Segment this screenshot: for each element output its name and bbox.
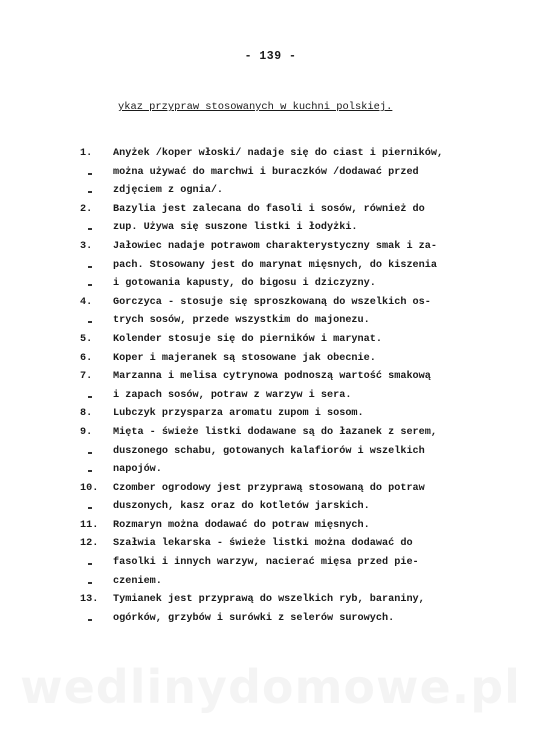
entry-line xyxy=(0,461,541,480)
list-item xyxy=(0,424,541,480)
entry-line xyxy=(0,182,541,201)
list-item xyxy=(0,517,541,536)
entry-text: Rozmaryn można dodawać do potraw mięsnych. xyxy=(113,519,370,531)
spice-list xyxy=(0,145,541,628)
entry-text: Mięta - świeże listki dodawane są do łazanek z serem, xyxy=(113,426,438,438)
entry-number: 13. xyxy=(80,594,99,606)
watermark xyxy=(0,660,541,714)
entry-line xyxy=(0,517,541,536)
list-item xyxy=(0,480,541,517)
entry-number: 3. xyxy=(80,240,93,252)
entry-line xyxy=(0,257,541,276)
entry-line xyxy=(0,591,541,610)
entry-number: 11. xyxy=(80,519,99,531)
entry-text: Bazylia jest zalecana do fasoli i sosów, również do xyxy=(113,203,425,215)
list-item xyxy=(0,405,541,424)
entry-line xyxy=(0,294,541,313)
entry-number: 12. xyxy=(80,538,99,550)
margin-mark xyxy=(88,266,92,268)
entry-number: 4. xyxy=(80,296,93,308)
entry-text: napojów. xyxy=(113,464,162,476)
entry-text: Anyżek /koper włoski/ nadaje się do ciast i pierników, xyxy=(113,148,444,159)
entry-line xyxy=(0,164,541,183)
margin-mark xyxy=(88,507,92,509)
entry-number: 8. xyxy=(80,408,93,420)
entry-text: można używać do marchwi i buraczków /dodawać przed xyxy=(113,166,419,178)
margin-mark xyxy=(88,619,92,621)
margin-mark xyxy=(88,191,92,193)
list-item xyxy=(0,145,541,201)
list-item xyxy=(0,350,541,369)
entry-text: Szałwia lekarska - świeże listki można dodawać do xyxy=(113,538,413,550)
entry-text: czeniem. xyxy=(113,575,162,587)
entry-text: zup. Używa się suszone listki i łodyżki. xyxy=(113,222,358,234)
entry-text: zdjęciem z ognia/. xyxy=(113,185,224,197)
entry-line xyxy=(0,219,541,238)
entry-number: 10. xyxy=(80,482,99,494)
list-item xyxy=(0,238,541,294)
entry-line xyxy=(0,331,541,350)
entry-text: Kolender stosuje się do pierników i marynat. xyxy=(113,333,382,345)
page-number: - 139 - xyxy=(244,50,297,63)
entry-line xyxy=(0,610,541,629)
document-heading: ykaz przypraw stosowanych w kuchni polskiej. xyxy=(118,101,393,113)
entry-line xyxy=(0,201,541,220)
entry-text: duszonego schabu, gotowanych kalafiorów i wszelkich xyxy=(113,445,425,457)
entry-text: trych sosów, przede wszystkim do majonezu. xyxy=(113,315,370,327)
entry-line xyxy=(0,573,541,592)
margin-mark xyxy=(88,563,92,565)
list-item xyxy=(0,294,541,331)
entry-line xyxy=(0,535,541,554)
margin-mark xyxy=(88,470,92,472)
entry-line xyxy=(0,275,541,294)
margin-mark xyxy=(88,396,92,398)
entry-line xyxy=(0,405,541,424)
margin-mark xyxy=(88,284,92,286)
list-item xyxy=(0,331,541,350)
entry-text: ogórków, grzybów i surówki z selerów surowych. xyxy=(113,612,395,624)
entry-number: 1. xyxy=(80,148,93,159)
entry-number: 6. xyxy=(80,352,93,364)
entry-text: Tymianek jest przyprawą do wszelkich ryb, baraniny, xyxy=(113,594,425,606)
entry-line xyxy=(0,368,541,387)
entry-line xyxy=(0,480,541,499)
margin-mark xyxy=(88,321,92,323)
entry-line xyxy=(0,350,541,369)
entry-text: Koper i majeranek są stosowane jak obecnie. xyxy=(113,352,376,364)
entry-text: pach. Stosowany jest do marynat mięsnych, do kiszenia xyxy=(113,259,438,271)
entry-text: i gotowania kapusty, do bigosu i dziczyzny. xyxy=(113,278,376,290)
entry-line xyxy=(0,498,541,517)
entry-text: Gorczyca - stosuje się sproszkowaną do wszelkich os- xyxy=(113,296,431,308)
entry-number: 2. xyxy=(80,203,93,215)
list-item xyxy=(0,368,541,405)
entry-number: 5. xyxy=(80,333,93,345)
entry-line xyxy=(0,238,541,257)
entry-text: Czomber ogrodowy jest przyprawą stosowaną do potraw xyxy=(113,482,425,494)
entry-line xyxy=(0,145,541,164)
entry-line xyxy=(0,387,541,406)
entry-text: Jałowiec nadaje potrawom charakterystyczny smak i za- xyxy=(113,240,438,252)
margin-mark xyxy=(88,228,92,230)
entry-text: Marzanna i melisa cytrynowa podnoszą wartość smakową xyxy=(113,371,431,383)
list-item xyxy=(0,201,541,238)
list-item xyxy=(0,591,541,628)
entry-line xyxy=(0,443,541,462)
entry-line xyxy=(0,312,541,331)
list-item xyxy=(0,535,541,591)
margin-mark xyxy=(88,582,92,584)
margin-mark xyxy=(88,173,92,175)
entry-number: 7. xyxy=(80,371,93,383)
entry-text: duszonych, kasz oraz do kotletów jarskich. xyxy=(113,501,370,513)
entry-line xyxy=(0,424,541,443)
entry-text: i zapach sosów, potraw z warzyw i sera. xyxy=(113,389,352,401)
entry-text: Lubczyk przysparza aromatu zupom i sosom. xyxy=(113,408,364,420)
margin-mark xyxy=(88,452,92,454)
entry-text: fasolki i innych warzyw, nacierać mięsa przed pie- xyxy=(113,557,419,569)
entry-number: 9. xyxy=(80,426,93,438)
entry-line xyxy=(0,554,541,573)
